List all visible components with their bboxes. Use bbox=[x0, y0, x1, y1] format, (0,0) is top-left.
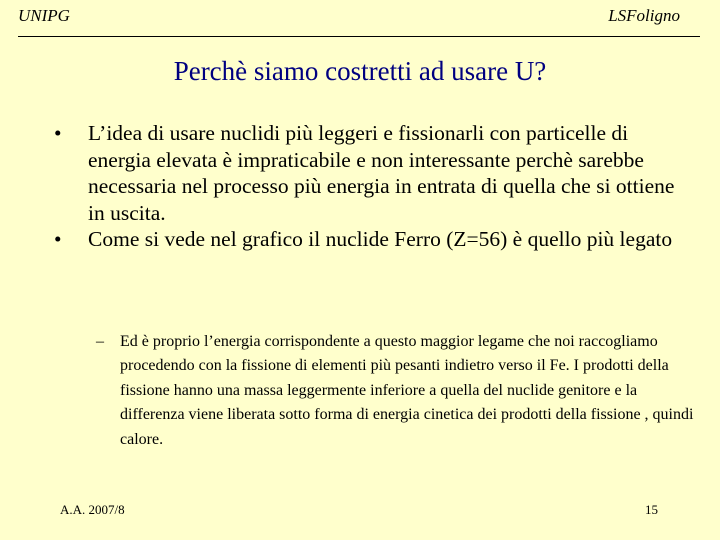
bullet-item bbox=[54, 120, 694, 226]
dash-icon: – bbox=[96, 333, 104, 350]
bullet-item bbox=[54, 226, 694, 253]
bullet-list bbox=[54, 120, 694, 253]
sub-bullet-text: Ed è proprio l’energia corrispondente a questo maggior legame che noi raccogliamo procedendo con la fissione di elementi più pesanti indietro verso il Fe. I prodotti della fissione hanno una massa leggermente inferiore a quella del nuclide genitore e la differenza viene liberata sotto forma di energia cinetica dei prodotti della fissione , quindi calore. bbox=[120, 333, 694, 448]
page-number: 15 bbox=[645, 502, 658, 517]
bullet-text: L’idea di usare nuclidi più leggeri e fissionarli con particelle di energia elevata è impraticabile e non interessante perchè sarebbe necessaria nel processo più energia in entrata di quella che si ottiene in uscita. bbox=[88, 121, 675, 225]
footer-year: A.A. 2007/8 bbox=[60, 502, 125, 517]
bullet-dot-icon: • bbox=[54, 121, 62, 145]
header-right-label: LSFoligno bbox=[608, 6, 680, 25]
header-left-label: UNIPG bbox=[18, 6, 70, 25]
slide-title: Perchè siamo costretti ad usare U? bbox=[173, 56, 547, 86]
sub-bullet-item bbox=[96, 330, 700, 452]
bullet-dot-icon: • bbox=[54, 227, 62, 251]
header-divider bbox=[18, 36, 700, 37]
bullet-text: Come si vede nel grafico il nuclide Ferro (Z=56) è quello più legato bbox=[88, 227, 673, 251]
